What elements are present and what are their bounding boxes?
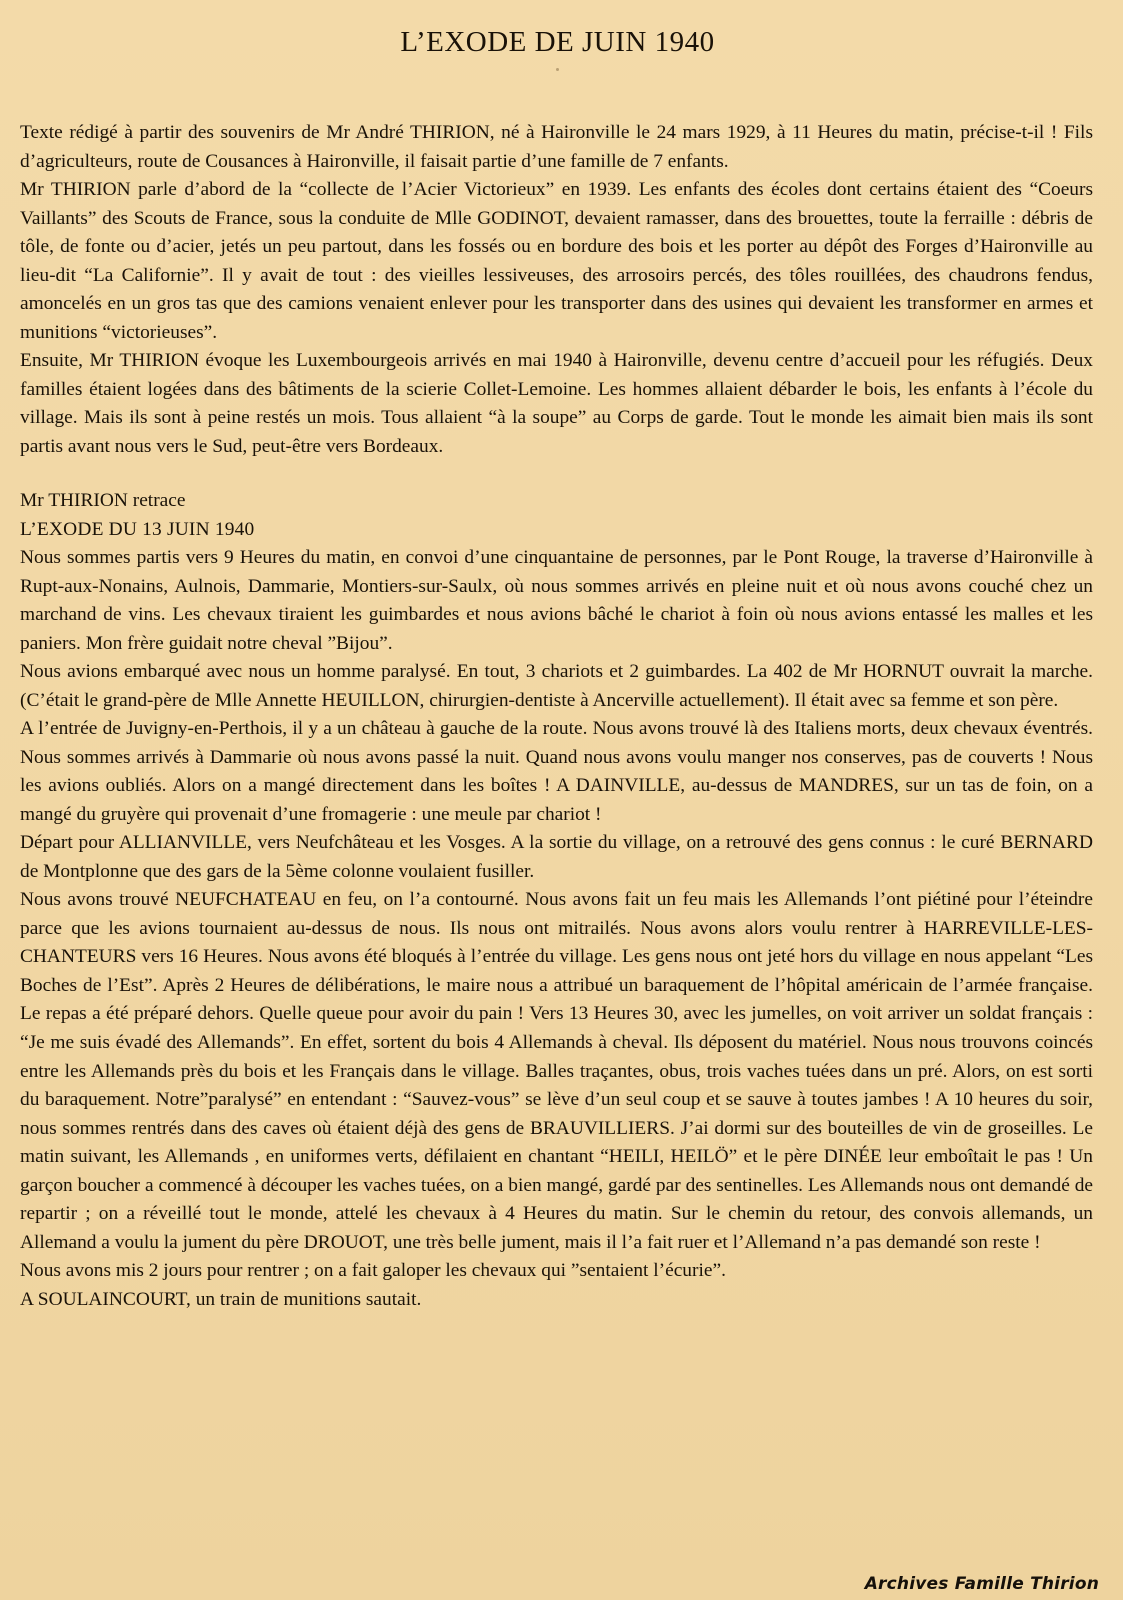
archive-credit: Archives Famille Thirion — [864, 1574, 1099, 1594]
paragraph-exode-4: Départ pour ALLIANVILLE, vers Neufchâteau et les Vosges. A la sortie du village, on a retrouvé des gens connus : le curé BERNARD de Montplonne que des gars de la 5ème colonne voulaient fusiller. — [20, 832, 1093, 882]
paragraph-exode-5: Nous avons trouvé NEUFCHATEAU en feu, on l’a contourné. Nous avons fait un feu mais les Allemands l’ont piétiné pour l’éteindre parce que les avions tournaient au-dessus de nous. Ils nous ont mitrailés. Nous avons alors voulu rentrer à HARREVILLE-LES-CHANTEURS vers 16 Heures. Nous avons été bloqués à l’entrée du village. Les gens nous ont jeté hors du village en nous appelant “Les Boches de l’Est”. Après 2 Heures de délibérations, le maire nous a attribué un baraquement de l’hôpital américain de l’armée française. Le repas a été préparé dehors. Quelle queue pour avoir du pain ! Vers 13 Heures 30, avec les jumelles, on voit arriver un soldat français : “Je me suis évadé des Allemands”. En effet, sortent du bois 4 Allemands à cheval. Ils déposent du matériel. Nous nous trouvons coincés entre les Allemands près du bois et les Français dans le village. Balles traçantes, obus, trois vaches tuées dans un pré. Alors, on est sorti du baraquement. Notre”paralysé” en entendant : “Sauvez-vous” se lève d’un seul coup et se sauve à toutes jambes ! A 10 heures du soir, nous sommes rentrés dans des caves où étaient déjà des gens de BRAUVILLIERS. J’ai dormi sur des bouteilles de vin de groseilles. Le matin suivant, les Allemands , en uniformes verts, défilaient en chantant “HEILI, HEILÖ” et le père DINÉE leur emboîtait le pas ! Un garçon boucher a commencé à découper les vaches tuées, on a bien mangé, gardé par des sentinelles. Les Allemands nous ont demandé de repartir ; on a réveillé tout le monde, attelé les chevaux à 4 Heures du matin. Sur le chemin du retour, des convois allemands, un Allemand a voulu la jument du père DROUOT, une très belle jument, mais il l’a fait ruer et l’Allemand n’a pas demandé son reste ! — [20, 889, 1093, 1253]
paragraph-intro-2: Mr THIRION parle d’abord de la “collecte de l’Acier Victorieux” en 1939. Les enfants des écoles dont certains étaient des “Coeurs Vaillants” des Scouts de France, sous la conduite de Mlle GODINOT, devaient ramasser, dans des brouettes, toute la ferraille : débris de tôle, de fonte ou d’acier, jetés un peu partout, dans les fossés ou en bordure des bois et les porter au dépôt des Forges d’Haironville au lieu-dit “La Californie”. Il y avait de tout : des vieilles lessiveuses, des arrosoirs percés, des tôles rouillées, des chaudrons fendus, amoncelés en un gros tas que des camions venaient enlever pour les transporter dans des usines qui devaient les transformer en armes et munitions “victorieuses”. — [20, 179, 1093, 343]
paragraph-intro-3: Ensuite, Mr THIRION évoque les Luxembourgeois arrivés en mai 1940 à Haironville, devenu centre d’accueil pour les réfugiés. Deux familles étaient logées dans des bâtiments de la scierie Collet-Lemoine. Les hommes allaient débarder le bois, les enfants à l’école du village. Mais ils sont à peine restés un mois. Tous allaient “à la soupe” au Corps de garde. Tout le monde les aimait bien mais ils sont partis avant nous vers le Sud, peut-être vers Bordeaux. — [20, 350, 1093, 457]
intro-section — [18, 119, 1097, 461]
paragraph-exode-2: Nous avions embarqué avec nous un homme paralysé. En tout, 3 chariots et 2 guimbardes. La 402 de Mr HORNUT ouvrait la marche. (C’était le grand-père de Mlle Annette HEUILLON, chirurgien-dentiste à Ancerville actuellement). Il était avec sa femme et son père. — [20, 661, 1093, 711]
paragraph-exode-7: A SOULAINCOURT, un train de munitions sautait. — [20, 1288, 422, 1310]
section-heading: L’EXODE DU 13 JUIN 1940 — [20, 518, 255, 540]
paragraph-exode-6: Nous avons mis 2 jours pour rentrer ; on a fait galoper les chevaux qui ”sentaient l’écurie”. — [20, 1260, 726, 1282]
section-gap — [18, 461, 1097, 487]
page-title: L’EXODE DE JUIN 1940 — [400, 26, 715, 58]
exode-section — [18, 487, 1097, 1314]
scan-artifact-dot — [556, 68, 559, 71]
paragraph-intro-1: Texte rédigé à partir des souvenirs de Mr André THIRION, né à Haironville le 24 mars 1929, à 11 Heures du matin, précise-t-il ! Fils d’agriculteurs, route de Cousances à Haironville, il faisait partie d’une famille de 7 enfants. — [20, 122, 1093, 172]
section-lead: Mr THIRION retrace — [20, 490, 186, 512]
paragraph-exode-1: Nous sommes partis vers 9 Heures du matin, en convoi d’une cinquantaine de personnes, par le Pont Rouge, la traverse d’Haironville à Rupt-aux-Nonains, Aulnois, Dammarie, Montiers-sur-Saulx, où nous sommes arrivés en pleine nuit et où nous avons couché chez un marchand de vins. Les chevaux tiraient les guimbardes et nous avions bâché le chariot à foin où nous avions entassé les malles et les paniers. Mon frère guidait notre cheval ”Bijou”. — [20, 547, 1093, 654]
paragraph-exode-3: A l’entrée de Juvigny-en-Perthois, il y a un château à gauche de la route. Nous avons trouvé là des Italiens morts, deux chevaux éventrés. Nous sommes arrivés à Dammarie où nous avons passé la nuit. Quand nous avons voulu manger nos conserves, pas de couverts ! Nous les avions oubliés. Alors on a mangé directement dans les boîtes ! A DAINVILLE, au-dessus de MANDRES, sur un tas de foin, on a mangé du gruyère qui provenait d’une fromagerie : une meule par chariot ! — [20, 718, 1093, 825]
